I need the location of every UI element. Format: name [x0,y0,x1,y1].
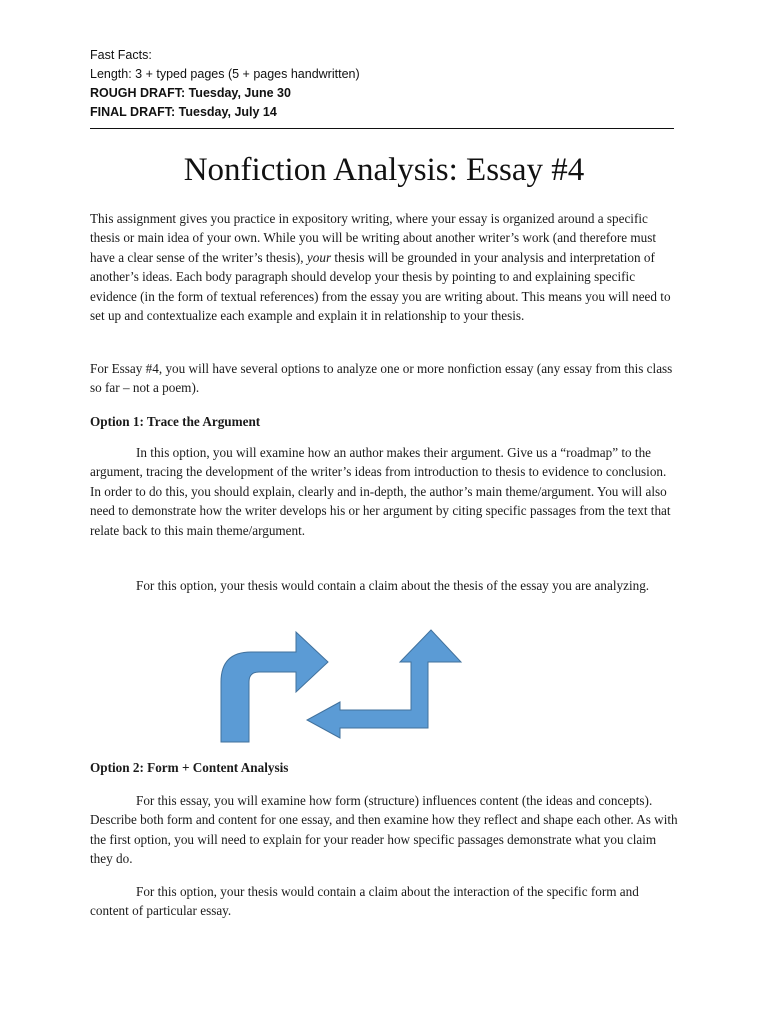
intro-emphasis: your [306,249,332,265]
page-title: Nonfiction Analysis: Essay #4 [183,152,585,188]
intro-text-part1: This assignment gives you practice in expository writing, where your essay is organized around a specific thesis or main idea of your own. While you will be writing about another writer’s work (and therefore must have a clear sense of the writer’s thesis), [90,211,657,265]
rough-draft-date: ROUGH DRAFT: Tuesday, June 30 [90,86,291,100]
option2-paragraph1: For this essay, you will examine how form (structure) influences content (the ideas and concepts). Describe both form and content for one essay, and then examine how they reflect and shape each other. As with the first option, you will need to explain for your reader how specific passages demonstrate what you claim they do. [90,793,678,867]
fast-facts-block [90,46,690,122]
turn-arrow-left-icon [221,632,328,742]
option2-heading: Option 2: Form + Content Analysis [90,760,289,775]
options-intro-paragraph: For Essay #4, you will have several options to analyze one or more nonfiction essay (any essay from this class so far – not a poem). [90,361,673,396]
horizontal-divider [90,128,674,129]
option1-heading: Option 1: Trace the Argument [90,414,261,429]
intro-text-part2: thesis will be grounded in your analysis and interpretation of another’s ideas. Each body paragraph should develop your thesis by pointing to and explaining specific evidence (in the form of textual references) from the essay you are writing about. This means you will need to set up and contextualize each example and explain it in relationship to your thesis. [90,249,671,324]
option1-paragraph2: For this option, your thesis would contain a claim about the thesis of the essay you are analyzing. [136,578,650,593]
fast-facts-heading: Fast Facts: [90,48,152,62]
fast-facts-length: Length: 3 + typed pages (5 + pages handwritten) [90,67,360,81]
option1-paragraph1: In this option, you will examine how an author makes their argument. Give us a “roadmap” to the argument, tracing the development of the writer’s ideas from introduction to thesis to evidence to conclusion. In order to do this, you should explain, clearly and in-depth, the author’s main theme/argument. You will also need to demonstrate how the writer develops his or her argument by citing specific passages from the text that relate back to this main theme/argument. [90,445,671,538]
option2-paragraph2: For this option, your thesis would contain a claim about the interaction of the specific form and content of particular essay. [90,884,639,919]
turn-arrow-right-icon [307,630,461,738]
u-turn-arrows-icon [214,624,468,746]
intro-paragraph [90,209,680,325]
final-draft-date: FINAL DRAFT: Tuesday, July 14 [90,105,277,119]
